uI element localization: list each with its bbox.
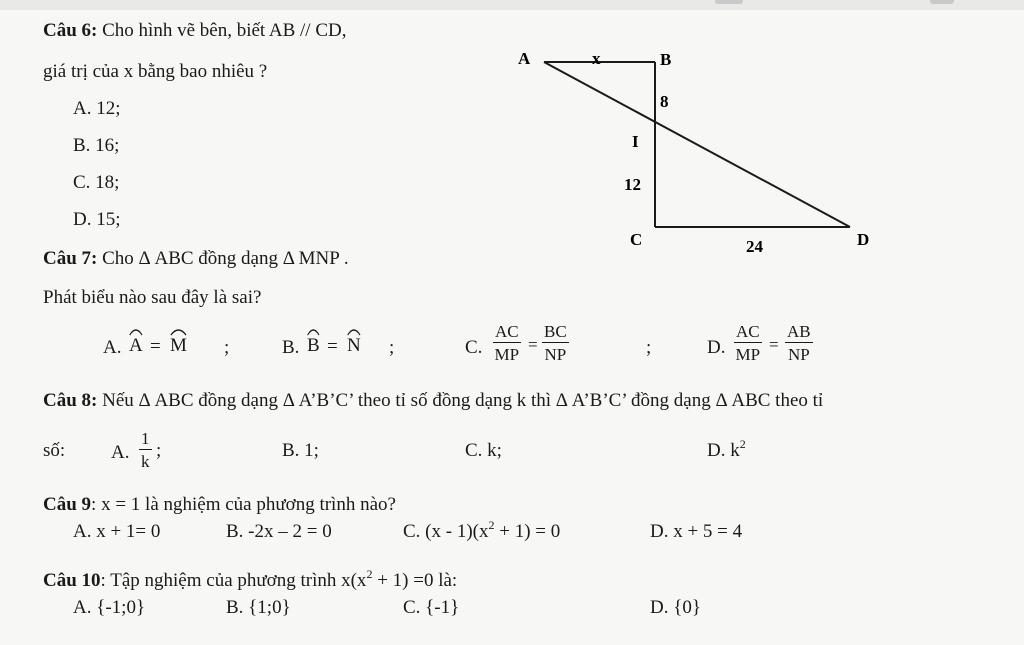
q7-d-den1: MP: [735, 345, 761, 364]
point-b-label: B: [660, 50, 672, 69]
q10-text-part1: : Tập nghiệm của phương trình x(x: [100, 570, 367, 591]
q7-text-line2: Phát biểu nào sau đây là sai?: [43, 287, 262, 308]
q7-option-b-eq: =: [327, 336, 338, 357]
q7-text-line1: Cho Δ ABC đồng dạng Δ MNP .: [97, 248, 349, 269]
q7-angle-m: [170, 336, 187, 355]
q7-option-d-frac1: [734, 323, 762, 363]
q9-label: Câu 9: [43, 494, 92, 515]
length-bi-label: 8: [660, 92, 669, 111]
length-x-label: x: [592, 49, 601, 68]
q7-heading: [43, 249, 349, 268]
q7-option-a-sep: ;: [224, 337, 230, 358]
length-cd-label: 24: [746, 237, 763, 256]
q7-d-num2: AB: [787, 322, 811, 341]
q6-option-b: B. 16;: [73, 135, 120, 156]
q6-option-d: D. 15;: [73, 209, 121, 230]
q10-heading: [43, 567, 458, 591]
q6-text-line1: Cho hình vẽ bên, biết AB // CD,: [97, 20, 347, 41]
q9-option-c-part2: + 1) = 0: [494, 521, 561, 542]
q10-option-a: A. {-1;0}: [73, 597, 146, 618]
point-c-label: C: [630, 230, 643, 249]
q7-angle-n-letter: N: [347, 335, 361, 356]
q10-text-exp: 2: [366, 567, 373, 581]
q7-angle-a-letter: A: [129, 335, 143, 356]
q9-option-d: D. x + 5 = 4: [650, 521, 743, 542]
q7-option-c-label: C.: [465, 337, 483, 358]
q7-c-num1: AC: [495, 322, 519, 341]
q8-option-b: B. 1;: [282, 440, 319, 461]
q7-c-den2: NP: [544, 345, 567, 364]
q8-a-den: k: [141, 452, 150, 471]
q7-angle-b-letter: B: [307, 335, 320, 356]
q9-option-a: A. x + 1= 0: [73, 521, 161, 542]
q7-label: Câu 7:: [43, 248, 98, 269]
q10-text-part2: + 1) =0 là:: [372, 570, 458, 591]
q7-angle-a: [129, 336, 143, 355]
q8-label: Câu 8:: [43, 390, 98, 411]
q7-option-a-label: A.: [103, 337, 122, 358]
q9-option-c-exp: 2: [488, 518, 495, 532]
q8-option-d-exp: 2: [739, 437, 746, 451]
q9-heading: [43, 495, 396, 514]
length-ic-label: 12: [624, 175, 641, 194]
q8-option-c: C. k;: [465, 440, 502, 461]
q7-option-d-eq: =: [769, 335, 779, 354]
q8-heading: [43, 391, 823, 410]
q7-angle-n: [347, 336, 361, 355]
q7-option-d-label: D.: [707, 337, 726, 358]
q6-figure: [500, 40, 900, 270]
q8-option-a-sep: ;: [156, 440, 162, 461]
q7-option-d-frac2: [785, 323, 813, 363]
q6-text-line2: giá trị của x bằng bao nhiêu ?: [43, 61, 268, 82]
q8-option-a-label: A.: [111, 442, 130, 463]
q8-text-line2: số:: [43, 440, 66, 461]
q7-c-num2: BC: [544, 322, 567, 341]
q9-text: : x = 1 là nghiệm của phương trình nào?: [91, 494, 396, 515]
q7-angle-m-letter: M: [170, 335, 187, 356]
q6-option-c: C. 18;: [73, 172, 120, 193]
q10-option-c: C. {-1}: [403, 597, 460, 618]
point-d-label: D: [857, 230, 870, 249]
q10-label: Câu 10: [43, 570, 101, 591]
q7-c-den1: MP: [494, 345, 520, 364]
q7-d-den2: NP: [787, 345, 810, 364]
q7-option-b-label: B.: [282, 337, 300, 358]
q7-angle-b: [307, 336, 320, 355]
q8-option-d: [707, 437, 746, 461]
q10-option-d: D. {0}: [650, 597, 701, 618]
q7-d-num1: AC: [736, 322, 760, 341]
q9-option-c: [403, 518, 561, 542]
q9-option-b: B. -2x – 2 = 0: [226, 521, 332, 542]
q7-option-c-frac1: [493, 323, 521, 363]
q7-option-c-sep: ;: [646, 337, 652, 358]
q6-heading: [43, 21, 346, 40]
window-top-edge: [0, 0, 1024, 10]
q8-text-line1: Nếu Δ ABC đồng dạng Δ A’B’C’ theo tỉ số đồng dạng k thì Δ A’B’C’ đồng dạng Δ ABC theo tỉ: [97, 390, 824, 411]
q7-option-b-sep: ;: [389, 337, 395, 358]
q6-option-a: A. 12;: [73, 98, 121, 119]
q8-option-a-frac: [139, 430, 152, 470]
q7-option-c-frac2: [542, 323, 569, 363]
point-i-label: I: [632, 132, 639, 151]
segment-ad: [544, 62, 850, 227]
q8-option-d-base: D. k: [707, 440, 740, 461]
q8-a-num: 1: [141, 429, 150, 448]
q6-label: Câu 6:: [43, 20, 98, 41]
q7-option-a-eq: =: [150, 336, 161, 357]
point-a-label: A: [518, 49, 531, 68]
q10-option-b: B. {1;0}: [226, 597, 291, 618]
q7-option-c-eq: =: [528, 335, 538, 354]
q9-option-c-part1: C. (x - 1)(x: [403, 521, 489, 542]
